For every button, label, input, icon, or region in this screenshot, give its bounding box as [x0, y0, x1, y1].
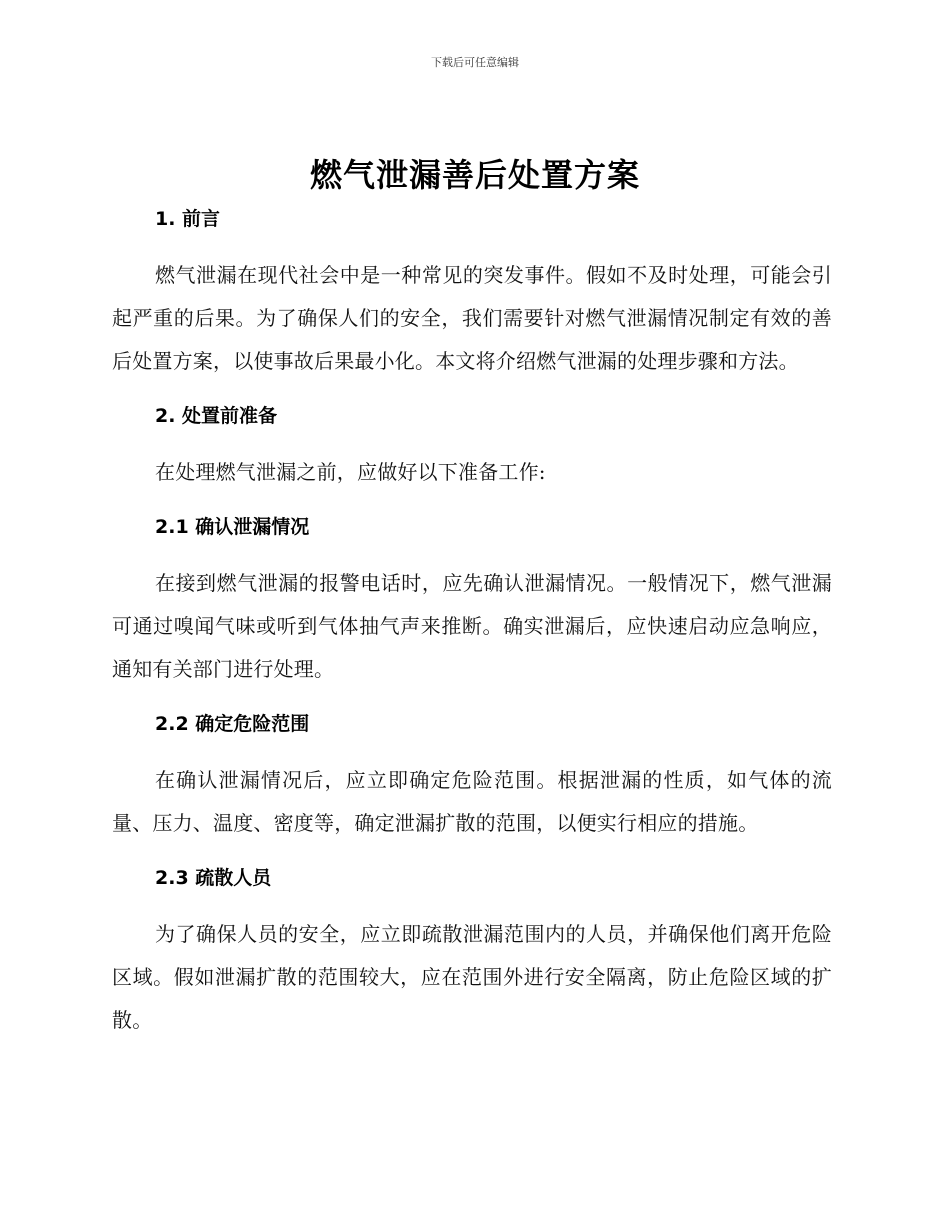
section-paragraph-confirm-leak: 在接到燃气泄漏的报警电话时，应先确认泄漏情况。一般情况下，燃气泄漏可通过嗅闻气味或听到气体抽气声来推断。确实泄漏后，应快速启动应急响应，通知有关部门进行处理。	[112, 571, 832, 681]
section-paragraph-evacuation: 为了确保人员的安全，应立即疏散泄漏范围内的人员，并确保他们离开危险区域。假如泄漏扩散的范围较大，应在范围外进行安全隔离，防止危险区域的扩散。	[112, 922, 832, 1032]
document-body	[112, 200, 832, 1042]
header-note: 下载后可任意编辑	[431, 56, 519, 69]
section-paragraph-preparation: 在处理燃气泄漏之前，应做好以下准备工作:	[155, 460, 546, 484]
section-heading-danger-zone: 2.2 确定危险范围	[155, 713, 310, 735]
section-paragraph-preface: 燃气泄漏在现代社会中是一种常见的突发事件。假如不及时处理，可能会引起严重的后果。为了确保人们的安全，我们需要针对燃气泄漏情况制定有效的善后处置方案，以使事故后果最小化。本文将介绍燃气泄漏的处理步骤和方法。	[112, 263, 832, 373]
section-heading-preface: 1. 前言	[155, 208, 221, 230]
section-heading-preparation: 2. 处置前准备	[155, 405, 278, 427]
document-title: 燃气泄漏善后处置方案	[309, 156, 640, 194]
section-heading-confirm-leak: 2.1 确认泄漏情况	[155, 516, 310, 538]
section-paragraph-danger-zone: 在确认泄漏情况后，应立即确定危险范围。根据泄漏的性质，如气体的流量、压力、温度、密度等，确定泄漏扩散的范围，以便实行相应的措施。	[112, 768, 832, 835]
section-heading-evacuation: 2.3 疏散人员	[155, 867, 272, 889]
